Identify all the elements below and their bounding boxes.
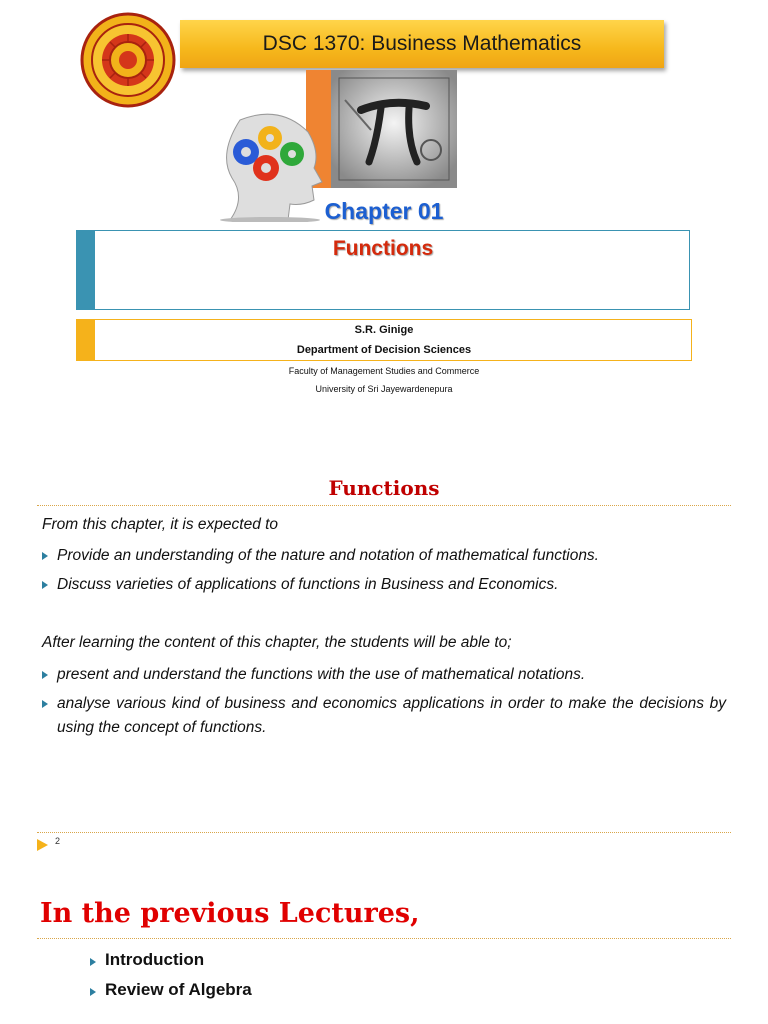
slide3-title: In the previous Lectures, <box>40 898 420 929</box>
author-name: S.R. Ginige <box>354 324 414 336</box>
course-title-banner <box>180 20 664 68</box>
list-item-text: Introduction <box>105 950 205 969</box>
author-faculty: Faculty of Management Studies and Commerce <box>288 366 480 376</box>
slide2-title: Functions <box>328 476 440 500</box>
slide2-divider-bottom <box>37 832 731 833</box>
list-item <box>42 573 732 597</box>
bullet-triangle-icon <box>90 958 96 966</box>
list-item <box>90 980 252 1000</box>
chapter-label: Chapter 01 <box>324 198 444 224</box>
slide2-divider-top <box>37 505 731 506</box>
page-number: 2 <box>55 836 61 846</box>
pi-symbol-image <box>331 70 457 188</box>
bullet-triangle-icon <box>42 671 48 679</box>
chapter-title: Functions <box>332 237 434 260</box>
bullet-triangle-icon <box>42 700 48 708</box>
author-box <box>76 319 692 361</box>
bullet-triangle-icon <box>42 581 48 589</box>
list-item-text: analyse various kind of business and economics applications in order to make the decisions by using the concept of functions. <box>57 695 726 736</box>
course-title: DSC 1370: Business Mathematics <box>262 32 582 55</box>
bullet-triangle-icon <box>42 552 48 560</box>
author-department: Department of Decision Sciences <box>296 344 472 356</box>
list-item <box>42 544 732 568</box>
list-item-text: Discuss varieties of applications of functions in Business and Economics. <box>57 576 559 593</box>
author-university: University of Sri Jayewardenepura <box>315 384 453 394</box>
list-item <box>90 950 204 970</box>
list-item-text: Review of Algebra <box>105 980 252 999</box>
list-item-text: present and understand the functions with the use of mathematical notations. <box>57 666 586 683</box>
expected-intro: From this chapter, it is expected to <box>42 516 279 533</box>
university-logo <box>80 12 176 108</box>
list-item <box>42 663 732 687</box>
list-item-text: Provide an understanding of the nature and notation of mathematical functions. <box>57 547 599 564</box>
list-item <box>42 692 726 740</box>
outcomes-intro: After learning the content of this chapter, the students will be able to; <box>42 634 512 651</box>
footer-arrow-icon <box>37 839 48 851</box>
bullet-triangle-icon <box>90 988 96 996</box>
title-box <box>76 230 690 310</box>
slide3-divider <box>37 938 731 939</box>
